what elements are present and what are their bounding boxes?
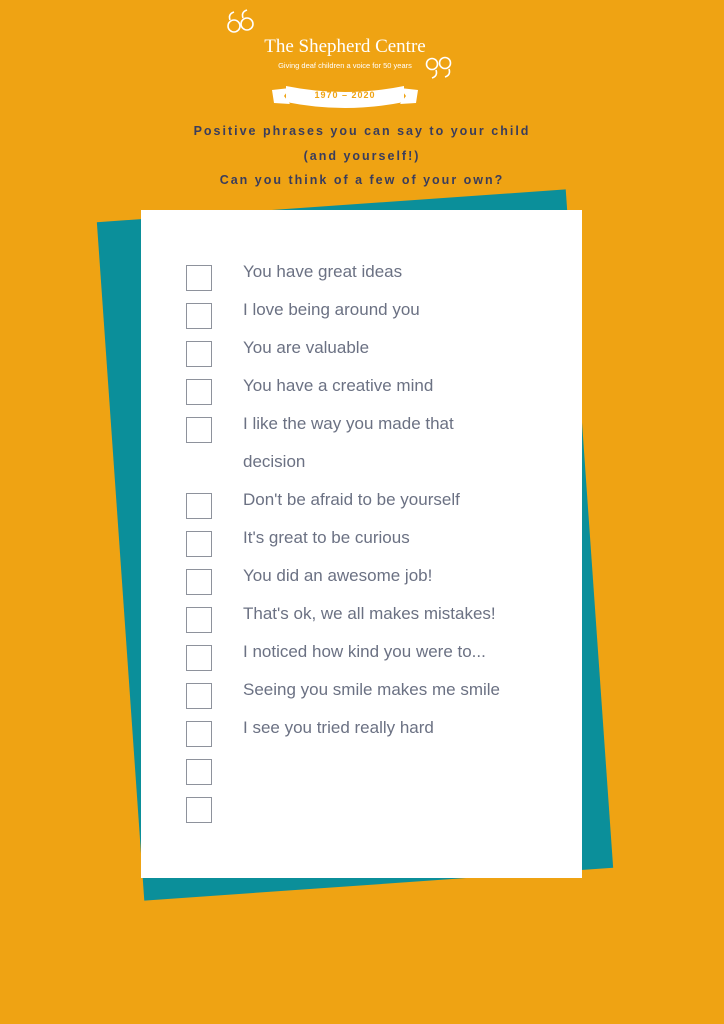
- phrase-item: You did an awesome job!: [243, 566, 433, 585]
- checkbox[interactable]: [186, 379, 212, 405]
- logo: [220, 8, 470, 118]
- checkbox[interactable]: [186, 531, 212, 557]
- logo-tagline: Giving deaf children a voice for 50 years: [278, 61, 412, 70]
- checkbox[interactable]: [186, 797, 212, 823]
- checkbox[interactable]: [186, 303, 212, 329]
- phrase-item: I see you tried really hard: [243, 718, 434, 737]
- phrase-item: Seeing you smile makes me smile: [243, 680, 500, 699]
- phrase-item: I like the way you made that: [243, 414, 454, 433]
- phrase-item: It's great to be curious: [243, 528, 410, 547]
- phrase-item-continued: decision: [243, 452, 306, 471]
- checkbox[interactable]: [186, 721, 212, 747]
- speech-quote-icon: [228, 10, 253, 32]
- checkbox[interactable]: [186, 265, 212, 291]
- phrase-item: I love being around you: [243, 300, 420, 319]
- logo-title: The Shepherd Centre: [264, 36, 426, 57]
- heading-line-2: (and yourself!): [303, 149, 421, 163]
- phrase-item: You have a creative mind: [243, 376, 434, 395]
- phrase-item: You are valuable: [243, 338, 370, 357]
- heading-line-1: Positive phrases you can say to your child: [193, 124, 531, 138]
- phrase-item: That's ok, we all makes mistakes!: [243, 604, 496, 623]
- heading-line-3: Can you think of a few of your own?: [219, 173, 505, 187]
- logo-years: 1970 – 2020: [314, 90, 376, 100]
- checkbox[interactable]: [186, 493, 212, 519]
- checkbox[interactable]: [186, 341, 212, 367]
- checkbox[interactable]: [186, 759, 212, 785]
- phrase-item: I noticed how kind you were to...: [243, 642, 486, 661]
- checkbox[interactable]: [186, 645, 212, 671]
- checkbox[interactable]: [186, 607, 212, 633]
- phrase-item: Don't be afraid to be yourself: [243, 490, 460, 509]
- checkbox[interactable]: [186, 683, 212, 709]
- checkbox[interactable]: [186, 417, 212, 443]
- checkbox[interactable]: [186, 569, 212, 595]
- phrase-item: You have great ideas: [243, 262, 403, 281]
